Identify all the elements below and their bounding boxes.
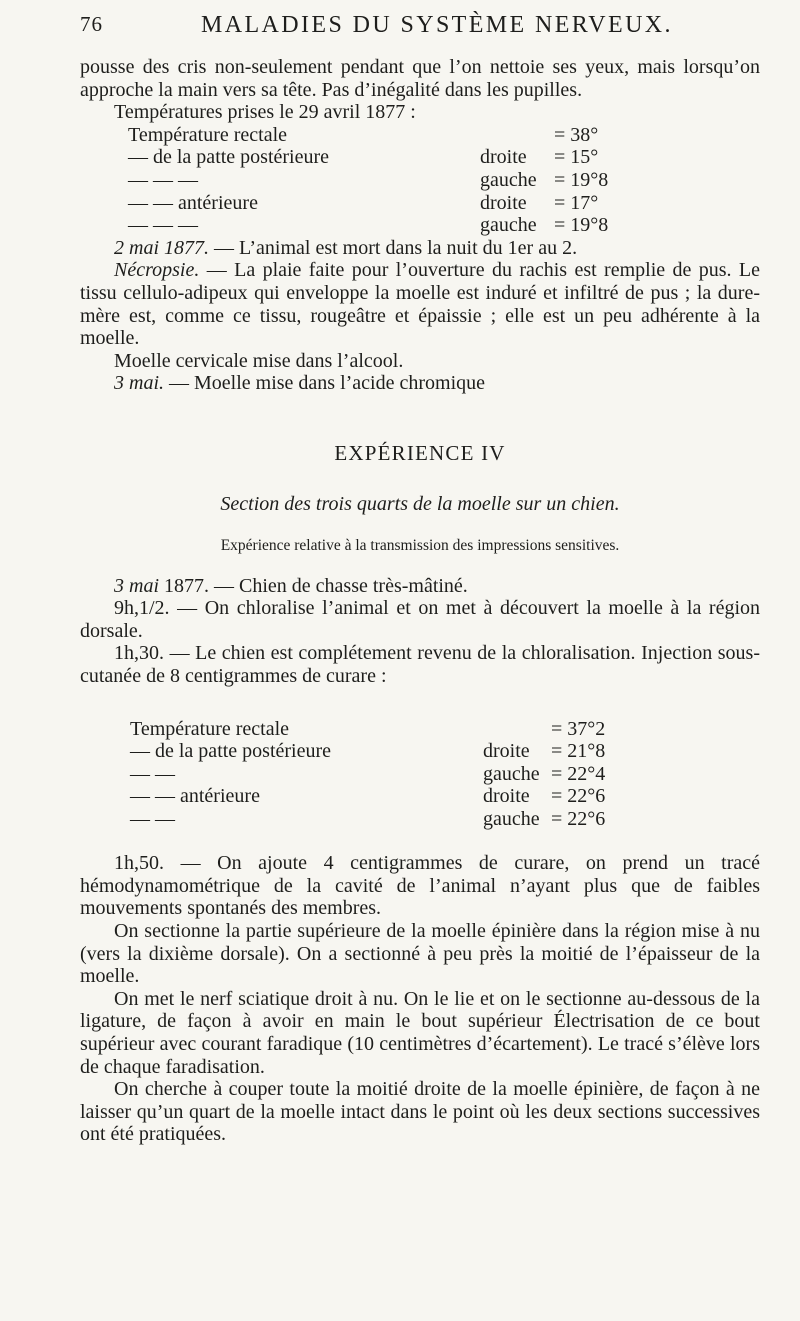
- page-body: [80, 56, 760, 1146]
- temp-row: — — — gauche = 19°8: [128, 214, 609, 237]
- temp-row: — de la patte postérieure droite = 15°: [128, 146, 599, 169]
- exp-paragraph-section: On sectionne la partie supérieure de la moelle épinière dans la région mise à nu (vers la dixième dorsale). On a sectionné à peu près la moitié de l’épaisseur de la moelle.: [80, 919, 760, 988]
- may3-date: 3 mai.: [114, 372, 164, 395]
- temp-row: — — gauche = 22°4: [130, 762, 606, 785]
- temps-heading: Températures prises le 29 avril 1877 :: [114, 101, 416, 124]
- temp-row: — — antérieure droite = 17°: [128, 191, 599, 214]
- temp-row: — — gauche = 22°6: [130, 807, 606, 830]
- death-date: 2 mai 1877.: [114, 236, 209, 259]
- exp-paragraph-chloral: 9h,1/2. — On chloralise l’animal et on met à découvert la moelle à la région dorsale.: [80, 597, 760, 642]
- temperature-table-2: [80, 718, 760, 831]
- temp-row: — — antérieure droite = 22°6: [130, 785, 606, 808]
- experience-title: EXPÉRIENCE IV: [334, 440, 506, 465]
- may3-line: 3 mai. — Moelle mise dans l’acide chromique: [114, 372, 486, 395]
- exp-paragraph-curare: 1h,30. — Le chien est complétement revenu de la chloralisation. Injection sous-cutanée de 8 centigrammes de curare :: [80, 642, 760, 688]
- temp-row: Température rectale = 37°2: [130, 717, 606, 740]
- experience-subtitle: Section des trois quarts de la moelle sur un chien.: [220, 492, 620, 515]
- temp-row: — de la patte postérieure droite = 21°8: [130, 740, 606, 763]
- temp-row: Température rectale = 38°: [128, 123, 599, 146]
- temperature-table-1: [80, 124, 760, 237]
- moelle-alcool: Moelle cervicale mise dans l’alcool.: [114, 349, 404, 372]
- experience-note: Expérience relative à la transmission des impressions sensitives.: [220, 537, 620, 555]
- death-line: 2 mai 1877. — L’animal est mort dans la nuit du 1er au 2.: [114, 236, 578, 259]
- necropsy-paragraph: Nécropsie. — La plaie faite pour l’ouverture du rachis est remplie de pus. Le tissu cellulo-adipeux qui enveloppe la moelle est induré et infiltré de pus ; la dure-mère est, comme ce tissu, rougeâtre et épaissie ; elle est un peu adhérente à la moelle.: [80, 259, 760, 350]
- necropsy-label: Nécropsie.: [114, 259, 200, 282]
- page-header: [80, 12, 760, 52]
- exp-paragraph-final: On cherche à couper toute la moitié droite de la moelle épinière, de façon à ne laisser qu’un quart de la moelle intact dans le point où les deux sections successives ont été pratiquées.: [80, 1078, 760, 1146]
- exp-date-line: 3 mai 1877. — Chien de chasse très-mâtiné.: [114, 574, 468, 597]
- page-number: 76: [80, 12, 103, 36]
- exp-paragraph-trace: 1h,50. — On ajoute 4 centigrammes de curare, on prend un tracé hémodynamométrique de la cavité de l’animal n’ayant plus que de faibles mouvements spontanés des membres.: [80, 852, 760, 920]
- temp-row: — — — gauche = 19°8: [128, 168, 609, 191]
- exp-date: 3 mai: [114, 574, 159, 597]
- exp-paragraph-sciatic: On met le nerf sciatique droit à nu. On le lie et on le sectionne au-dessous de la ligature, de façon à avoir en main le bout supérieur Électrisation de ce bout supérieur avec courant faradique (10 centimètres d’écartement). Le tracé s’élève lors de chaque faradisation.: [80, 987, 760, 1078]
- running-title: MALADIES DU SYSTÈME NERVEUX.: [201, 12, 673, 38]
- intro-paragraph: pousse des cris non-seulement pendant que l’on nettoie ses yeux, mais lorsqu’on approche la main vers sa tête. Pas d’inégalité dans les pupilles.: [80, 56, 760, 101]
